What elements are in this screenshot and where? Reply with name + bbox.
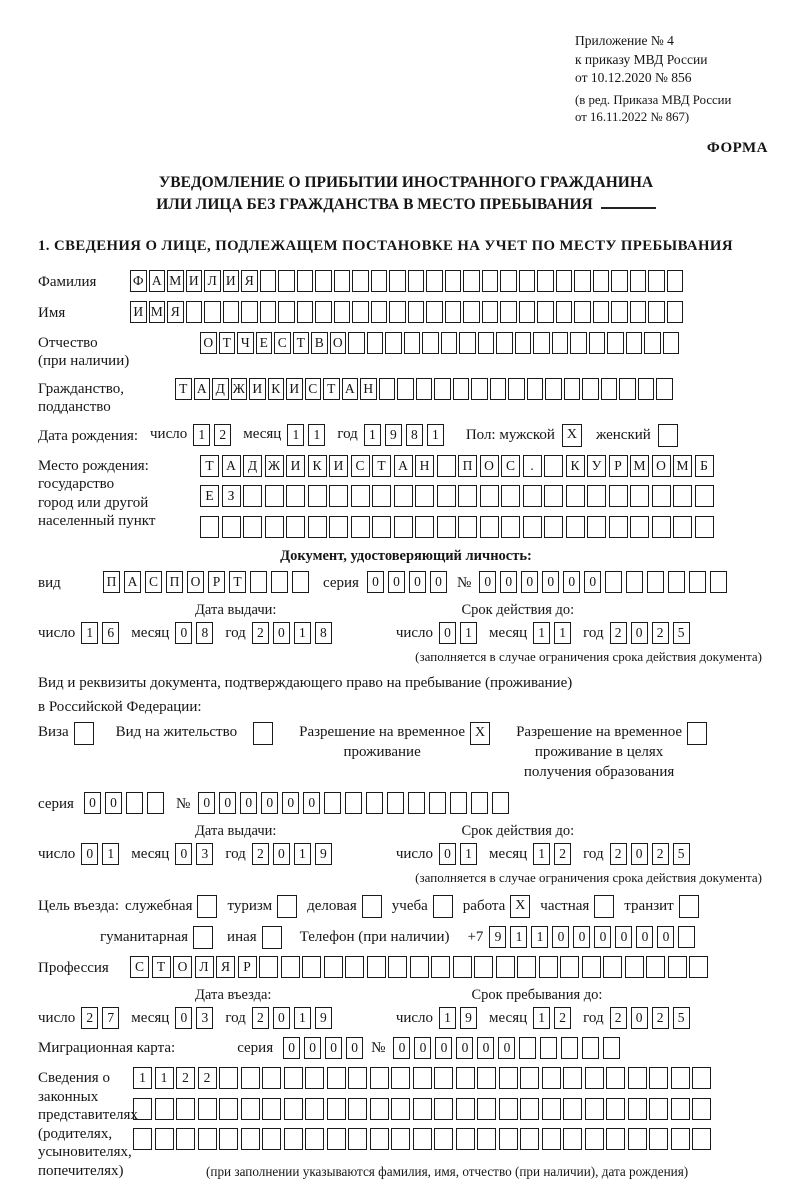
form-title-line1: УВЕДОМЛЕНИЕ О ПРИБЫТИИ ИНОСТРАННОГО ГРАЖДАНИНА — [158, 173, 654, 191]
id-doc-dates-row — [38, 622, 774, 644]
purpose-transit-checkbox — [679, 895, 699, 918]
birth-month-cells: 1 1 — [287, 424, 329, 446]
sex-group — [466, 424, 678, 447]
purpose-option-work: работа X — [463, 895, 531, 918]
purpose-commercial-checkbox — [362, 895, 382, 918]
purpose-study-checkbox — [433, 895, 453, 918]
forma-label: ФОРМА — [706, 139, 768, 156]
purpose-option-commercial: деловая — [307, 895, 382, 918]
title-blank-underline — [601, 195, 656, 209]
id-doc-expiry-month: 1 1 — [533, 622, 575, 644]
citizenship-cells: Т А Д Ж И К И С Т А Н — [175, 378, 675, 400]
surname-cells: Ф А М И Л И Я — [130, 270, 685, 292]
migration-number-label: № — [371, 1040, 386, 1056]
entry-date-labels — [38, 987, 774, 1004]
visa-checkbox — [74, 722, 94, 745]
stay-doc-issue-month: 0 3 — [175, 843, 217, 865]
month-word: месяц — [489, 624, 528, 641]
year-word: год — [583, 845, 604, 862]
stay-doc-series-cells: 0 0 — [84, 792, 168, 814]
purpose-row-1 — [38, 894, 774, 918]
citizenship-label: Гражданство, подданство — [38, 380, 125, 415]
stay-doc-expiry-day: 0 1 — [439, 843, 481, 865]
visa-label: Виза — [38, 724, 69, 740]
id-doc-date-labels — [38, 602, 774, 619]
year-word: год — [225, 845, 246, 862]
entry-year-cells: 2 0 1 9 — [252, 1007, 336, 1029]
stay-doc-number-cells: 0 0 0 0 0 0 — [198, 792, 513, 814]
patronymic-cells: О Т Ч Е С Т В О — [200, 332, 681, 354]
visa-option — [38, 722, 94, 745]
form-title-line2: ИЛИ ЛИЦА БЕЗ ГРАЖДАНСТВА В МЕСТО ПРЕБЫВАНИЯ — [38, 194, 774, 216]
stay-doc-issue-group — [38, 843, 344, 865]
purpose-humanitarian-checkbox — [193, 926, 213, 949]
year-word: год — [225, 624, 246, 641]
day-word: число — [395, 845, 434, 862]
order-date-line: от 10.12.2020 № 856 — [575, 70, 692, 85]
temp-permit-option — [299, 722, 490, 762]
representatives-note: (при заполнении указываются фамилия, имя, отчество (при наличии), дата рождения) — [206, 1164, 689, 1179]
form-title — [38, 172, 774, 216]
year-word: год — [337, 426, 358, 442]
id-doc-note: (заполняется в случае ограничения срока действия документа) — [415, 649, 762, 664]
id-doc-heading: Документ, удостоверяющий личность: — [280, 548, 532, 564]
stay-doc-intro-1: Вид и реквизиты документа, подтверждающего право на пребывание (проживание) — [38, 675, 573, 691]
month-word: месяц — [489, 1009, 528, 1026]
given-name-label: Имя — [38, 304, 66, 321]
stay-doc-note: (заполняется в случае ограничения срока действия документа) — [415, 870, 762, 885]
section1-heading: 1. СВЕДЕНИЯ О ЛИЦЕ, ПОДЛЕЖАЩЕМ ПОСТАНОВКЕ НА УЧЕТ ПО МЕСТУ ПРЕБЫВАНИЯ — [38, 237, 733, 254]
stay-until-label: Срок пребывания до: — [471, 987, 603, 1003]
birth-place-row-3 — [200, 516, 716, 538]
year-word: год — [583, 1009, 604, 1026]
profession-cells: С Т О Л Я Р — [130, 956, 711, 978]
purpose-row-2 — [100, 925, 774, 949]
id-doc-type-label: вид — [38, 575, 61, 591]
appendix-line: Приложение № 4 — [575, 33, 674, 48]
day-word: число — [38, 1009, 76, 1026]
given-name-cells: И М Я — [130, 301, 685, 323]
edu-permit-option — [516, 722, 707, 782]
edu-permit-checkbox — [687, 722, 707, 745]
stay-doc-number-label: № — [175, 796, 191, 812]
representatives-row-1: 1 1 2 2 — [133, 1067, 714, 1089]
stay-doc-series-label: серия — [38, 796, 74, 812]
migration-series-cells: 0 0 0 0 — [283, 1037, 367, 1059]
temp-permit-label: Разрешение на временное проживание — [299, 724, 466, 760]
birth-year-cells: 1 9 8 1 — [364, 424, 448, 446]
stay-doc-expiry-group — [396, 843, 702, 865]
id-doc-series-cells: 0 0 0 0 — [367, 571, 451, 593]
stay-doc-date-labels — [38, 823, 774, 840]
migration-series-label: серия — [237, 1040, 274, 1056]
birth-date-row — [38, 424, 774, 448]
surname-label: Фамилия — [38, 273, 97, 290]
purpose-private-checkbox — [594, 895, 614, 918]
purpose-option-other: иная — [227, 926, 282, 949]
id-doc-number-label: № — [456, 575, 472, 591]
purpose-business-checkbox — [197, 895, 217, 918]
entry-month-cells: 0 3 — [175, 1007, 217, 1029]
representatives-row-2 — [133, 1098, 714, 1120]
month-word: месяц — [243, 426, 282, 442]
day-word: число — [38, 624, 76, 641]
temp-permit-checkbox: X — [470, 722, 490, 745]
month-word: месяц — [131, 1009, 170, 1026]
sex-male-label: Пол: мужской — [465, 426, 555, 443]
purpose-other-checkbox — [262, 926, 282, 949]
purpose-option-tourism: туризм — [227, 895, 297, 918]
id-doc-issue-day: 1 6 — [81, 622, 123, 644]
purpose-label: Цель въезда: — [38, 898, 119, 914]
year-word: год — [225, 1009, 246, 1026]
purpose-option-business: служебная — [125, 895, 218, 918]
order-line: к приказу МВД России — [575, 51, 708, 67]
phone-label: Телефон (при наличии) — [299, 929, 450, 945]
representatives-label: Сведения о законных представителях (родителях, усыновителях, попечителях) — [38, 1070, 138, 1179]
residence-permit-label: Вид на жительство — [115, 724, 238, 740]
stay-doc-expiry-month: 1 2 — [533, 843, 575, 865]
birth-date-group — [150, 424, 456, 446]
patronymic-row — [38, 332, 774, 371]
purpose-option-private: частная — [540, 895, 614, 918]
edu-permit-label: Разрешение на временное проживание в целях получения образования — [516, 724, 683, 780]
residence-permit-option — [108, 722, 273, 745]
migration-number-cells: 0 0 0 0 0 0 — [393, 1037, 624, 1059]
birth-place-cells — [200, 455, 716, 547]
entry-dates-row — [38, 1007, 774, 1029]
surname-row — [38, 270, 774, 294]
month-word: месяц — [131, 624, 170, 641]
birth-day-cells: 1 2 — [193, 424, 235, 446]
birth-place-row-2: Е З — [200, 485, 716, 507]
id-doc-issue-month: 0 8 — [175, 622, 217, 644]
amendment-line-1: (в ред. Приказа МВД России — [575, 92, 732, 107]
id-doc-expiry-label: Срок действия до: — [461, 602, 575, 618]
stay-until-day-cells: 1 9 — [439, 1007, 481, 1029]
sex-female-label: женский — [595, 426, 651, 443]
phone-cells: 9 1 1 0 0 0 0 0 0 — [489, 926, 699, 948]
profession-label: Профессия — [38, 960, 109, 976]
migration-card-label: Миграционная карта: — [38, 1040, 176, 1056]
stay-doc-issue-day: 0 1 — [81, 843, 123, 865]
day-word: число — [38, 845, 76, 862]
stay-doc-issue-year: 2 0 1 9 — [252, 843, 336, 865]
stay-doc-expiry-label: Срок действия до: — [461, 823, 575, 839]
id-doc-issue-label: Дата выдачи: — [195, 602, 277, 618]
stay-doc-intro-2: в Российской Федерации: — [38, 699, 202, 715]
patronymic-label: Отчество (при наличии) — [38, 334, 130, 369]
entry-date-label: Дата въезда: — [195, 987, 272, 1003]
sex-male-checkbox: X — [562, 424, 582, 447]
sex-female-checkbox — [658, 424, 678, 447]
phone-prefix: +7 — [467, 929, 484, 945]
id-doc-series-label: серия — [323, 575, 359, 591]
stay-until-year-cells: 2 0 2 5 — [610, 1007, 694, 1029]
id-doc-number-cells: 0 0 0 0 0 0 — [479, 571, 731, 593]
id-doc-expiry-year: 2 0 2 5 — [610, 622, 694, 644]
month-word: месяц — [131, 845, 170, 862]
stay-doc-type-row — [38, 722, 774, 782]
residence-permit-checkbox — [253, 722, 273, 745]
stay-doc-expiry-year: 2 0 2 5 — [610, 843, 694, 865]
entry-day-cells: 2 7 — [81, 1007, 123, 1029]
migration-card-row — [38, 1036, 774, 1060]
id-doc-type-cells: П А С П О Р Т — [103, 571, 313, 593]
profession-row — [38, 956, 774, 980]
amendment-line-2: от 16.11.2022 № 867) — [575, 110, 690, 124]
id-doc-issue-year: 2 0 1 8 — [252, 622, 336, 644]
entry-date-group — [38, 1007, 344, 1029]
year-word: год — [583, 624, 604, 641]
stay-until-group — [396, 1007, 702, 1029]
purpose-work-checkbox: X — [510, 895, 530, 918]
stay-doc-series-row — [38, 792, 774, 816]
birth-place-block — [38, 455, 774, 547]
birth-place-row-1: Т А Д Ж И К И С Т А Н П О С . К У Р М О М Б — [200, 455, 716, 477]
purpose-option-study: учеба — [392, 895, 453, 918]
day-word: число — [395, 1009, 434, 1026]
representatives-row-3 — [133, 1128, 714, 1150]
month-word: месяц — [489, 845, 528, 862]
birth-date-label: Дата рождения: — [38, 427, 139, 444]
day-word: число — [395, 624, 434, 641]
birth-place-label: Место рождения: государство город или другой населенный пункт — [38, 457, 156, 529]
legal-reference-block — [575, 32, 774, 127]
purpose-option-humanitarian: гуманитарная — [100, 926, 213, 949]
purpose-tourism-checkbox — [277, 895, 297, 918]
id-doc-expiry-group — [396, 622, 702, 644]
id-doc-expiry-day: 0 1 — [439, 622, 481, 644]
given-name-row — [38, 301, 774, 325]
stay-doc-issue-label: Дата выдачи: — [195, 823, 277, 839]
stay-doc-dates-row — [38, 843, 774, 865]
id-doc-issue-group — [38, 622, 344, 644]
citizenship-row — [38, 378, 774, 417]
stay-until-month-cells: 1 2 — [533, 1007, 575, 1029]
day-word: число — [150, 426, 188, 442]
id-doc-row — [38, 571, 774, 595]
purpose-option-transit: транзит — [624, 895, 698, 918]
